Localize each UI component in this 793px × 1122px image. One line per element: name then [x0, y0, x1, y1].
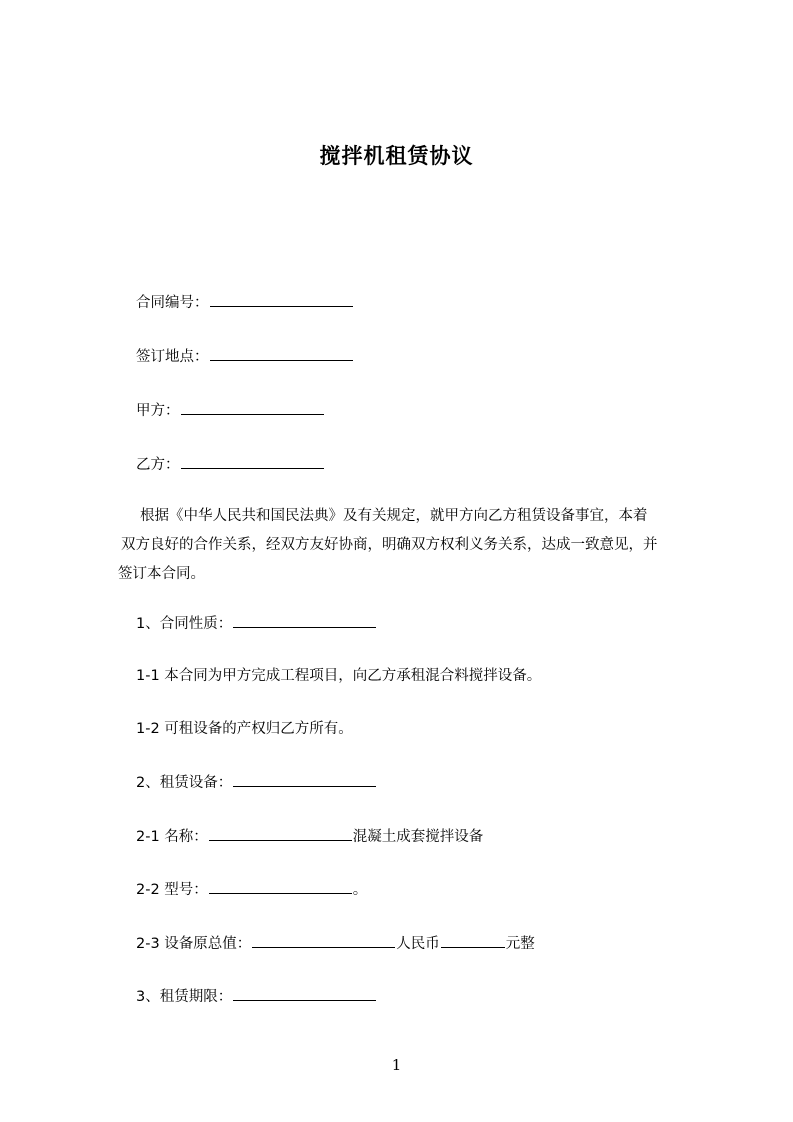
party-b-label: 乙方：: [136, 457, 180, 473]
section-2-label: 2、租赁设备：: [136, 775, 233, 791]
page-number: 1: [391, 1056, 402, 1074]
section-1-label: 1、合同性质：: [136, 616, 233, 632]
section-2-3-blank[interactable]: [252, 933, 395, 948]
section-2-2-line: [136, 879, 367, 900]
party-a-blank[interactable]: [181, 400, 324, 415]
section-2-blank[interactable]: [233, 772, 376, 787]
contract-number-line: [136, 292, 354, 313]
section-2-3-amount-blank[interactable]: [441, 933, 505, 948]
section-2-3-label: 2-3 设备原总值：: [136, 936, 252, 952]
section-2-1-line: [136, 826, 483, 847]
section-1-line: [136, 613, 377, 634]
section-2-3-suffix: 元整: [505, 936, 535, 952]
party-b-line: [136, 454, 325, 475]
section-1-blank[interactable]: [233, 613, 376, 628]
section-2-2-suffix: 。: [352, 882, 368, 898]
sign-place-label: 签订地点：: [136, 349, 209, 365]
sign-place-line: [136, 346, 354, 367]
document-title: 搅拌机租赁协议: [319, 144, 474, 168]
intro-line-1: 根据《中华人民共和国民法典》及有关规定，就甲方向乙方租赁设备事宜，本着: [140, 508, 648, 524]
intro-paragraph: [118, 502, 708, 589]
section-2-1-blank[interactable]: [209, 826, 352, 841]
party-a-label: 甲方：: [136, 403, 180, 419]
contract-number-blank[interactable]: [210, 292, 353, 307]
section-2-1-suffix: 混凝土成套搅拌设备: [352, 829, 484, 845]
section-2-1-label: 2-1 名称：: [136, 829, 208, 845]
section-3-blank[interactable]: [233, 986, 376, 1001]
section-2-3-mid: 人民币: [396, 936, 440, 952]
intro-line-2: 双方良好的合作关系，经双方友好协商，明确双方权利义务关系，达成一致意见，并: [121, 537, 658, 553]
section-2-2-label: 2-2 型号：: [136, 882, 208, 898]
sign-place-blank[interactable]: [210, 346, 353, 361]
section-1-1: 1-1 本合同为甲方完成工程项目，向乙方承租混合料搅拌设备。: [136, 668, 542, 684]
section-3-label: 3、租赁期限：: [136, 989, 233, 1005]
intro-line-3: 签订本合同。: [118, 566, 205, 582]
section-3-line: [136, 986, 377, 1007]
section-2-line: [136, 772, 377, 793]
party-b-blank[interactable]: [181, 454, 324, 469]
section-2-2-blank[interactable]: [209, 879, 352, 894]
party-a-line: [136, 400, 325, 421]
section-2-3-line: [136, 933, 535, 954]
section-1-2: 1-2 可租设备的产权归乙方所有。: [136, 721, 353, 737]
contract-number-label: 合同编号：: [136, 295, 209, 311]
